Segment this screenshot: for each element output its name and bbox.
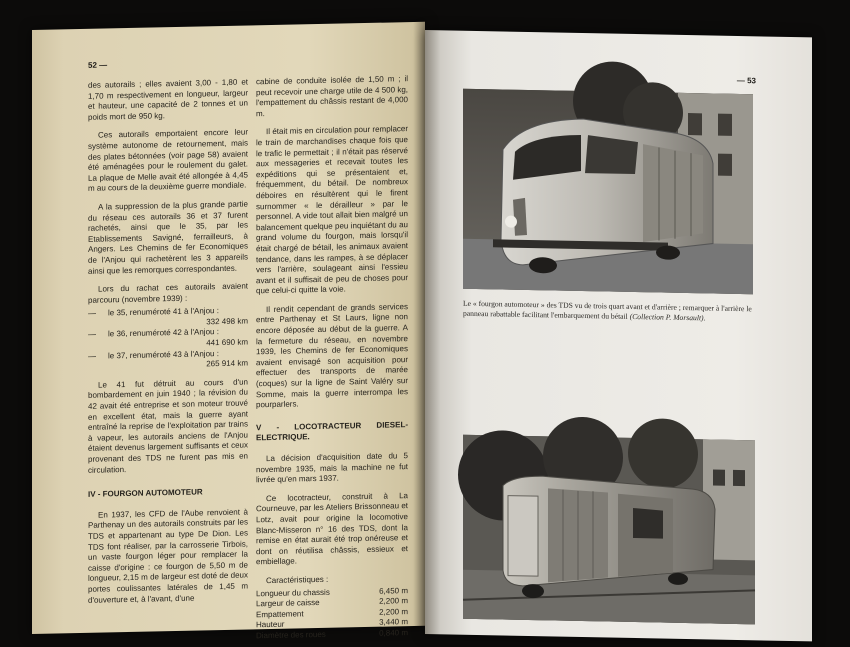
paragraph: des autorails ; elles avaient 3,00 - 1,80 et 1,70 m respectivement en longueur, largeur et hauteur, une capacité de 2 tonnes et un poids mort de 950 kg. bbox=[88, 77, 248, 122]
paragraph: Le 41 fut détruit au cours d'un bombardement en juin 1940 ; la révision du 42 avait été entreprise et son moteur trouvé en excellent état, mais la guerre ayant entraîné la reprise de l'exploitation par trains à vapeur, les autorails anciens de l'Anjou étaient devenus largement suffisants et ceux provenant des TDS ne furent pas mis en circulation. bbox=[88, 377, 248, 475]
list-item-value: 441 690 km bbox=[206, 337, 248, 348]
spec-value: 3,440 m bbox=[379, 617, 408, 628]
paragraph: Lors du rachat ces autorails avaient parcouru (novembre 1939) : bbox=[88, 281, 248, 305]
page-number-right: — 53 bbox=[736, 75, 756, 86]
list-item: — le 35, renuméroté 41 à l'Anjou : 332 498 km bbox=[88, 306, 248, 331]
mileage-list bbox=[88, 306, 248, 373]
paragraph: Ce locotracteur, construit à La Courneuve, par les Ateliers Brissonneau et Lotz, avait pour origine la locomotive Blanc-Misseron n° 16 des TDS, dont la remise en état aurait été trop onéreuse et dont on réutilisa châssis, essieux et embiellage. bbox=[256, 490, 408, 567]
paragraph: cabine de conduite isolée de 1,50 m ; il peut recevoir une charge utile de 4 500 kg, l'empattement du châssis restant de 4,000 m. bbox=[256, 74, 408, 119]
paragraph: La décision d'acquisition date du 5 novembre 1935, mais la machine ne fut livrée qu'en mars 1937. bbox=[256, 451, 408, 485]
list-item-value: 265 914 km bbox=[206, 358, 248, 369]
spec-value: 2,200 m bbox=[379, 596, 408, 606]
left-page bbox=[32, 22, 425, 641]
section-heading: IV - FOURGON AUTOMOTEUR bbox=[88, 487, 203, 500]
caption-text: Le « fourgon automoteur » des TDS vu de trois quart avant et d'arrière ; remarquer à l'arrière le panneau rabattable facilitant l'embarquement du bétail bbox=[463, 298, 752, 321]
spec-value: 6,450 m bbox=[379, 585, 408, 596]
section-heading: V - LOCOTRACTEUR DIESEL-ELECTRIQUE. bbox=[256, 419, 408, 443]
list-item: — le 36, renuméroté 42 à l'Anjou : 441 690 km bbox=[88, 327, 248, 352]
list-item: — le 37, renuméroté 43 à l'Anjou : 265 914 km bbox=[88, 348, 248, 373]
paragraph: Il était mis en circulation pour remplacer le train de marchandises chaque fois que le trafic le permettait ; il n'était pas réservé aux messageries et recevait toutes les expéditions qui se présentaient et, fréquemment, du bétail. De nombreux déboires en résultèrent qui le firent surnommer « le dérailleur » par le personnel. A vide tout allait bien malgré un balancement quelque peu inquiétant du au grand volume du fourgon, mais lorsqu'il était chargé de bétail, les animaux avaient tendance, dans les rampes, à se déplacer vers l'arrière, soulageant ainsi l'essieu avant et il suffisait de peu de choses pour que celui-ci quitte la voie. bbox=[256, 124, 408, 296]
fourgon-rear-image bbox=[463, 435, 755, 625]
left-column-1 bbox=[88, 77, 248, 613]
list-item-label: le 36, renuméroté 42 à l'Anjou : bbox=[108, 327, 219, 339]
list-item-value: 332 498 km bbox=[206, 316, 248, 327]
page-number-left: 52 — bbox=[88, 60, 108, 70]
spec-label: Diamètre des roues bbox=[256, 629, 326, 641]
paragraph: A la suppression de la plus grande partie du réseau ces autorails 36 et 37 furent rachetés, ainsi que le 35, par les Etablissements Savigné, ferrailleurs, à Angers. Les Chemins de fer Economiques de l'Anjou qui rachetèrent les 3 appareils ainsi que les remorques correspondantes. bbox=[88, 199, 248, 276]
fourgon-front-image bbox=[463, 89, 753, 295]
spec-value: 2,200 m bbox=[379, 606, 408, 617]
list-item-label: le 37, renuméroté 43 à l'Anjou : bbox=[108, 348, 219, 361]
paragraph: Ces autorails emportaient encore leur système autonome de retournement, mais des plates bétonnées (voir page 58) avaient été aménagées pour le roulement du galet. La plaque de Melle avait été allongée à 4,45 m au cours de la deuxième guerre mondiale. bbox=[88, 127, 248, 194]
caption-credit: (Collection P. Morsault). bbox=[629, 311, 706, 323]
photo-fourgon-rear bbox=[463, 435, 755, 625]
specs-table bbox=[256, 586, 408, 642]
photo-fourgon-front bbox=[463, 89, 753, 295]
spec-label: Longueur du chassis bbox=[256, 587, 330, 598]
left-column-2 bbox=[256, 74, 408, 642]
spec-label: Largeur de caisse bbox=[256, 598, 320, 609]
spec-label: Hauteur bbox=[256, 620, 285, 630]
list-item-label: le 35, renuméroté 41 à l'Anjou : bbox=[108, 306, 219, 318]
spec-label: Empattement bbox=[256, 609, 304, 620]
paragraph: Il rendit cependant de grands services entre Parthenay et St Laurs, ligne non encore déposée au début de la guerre. A la fermeture du réseau, en novembre 1939, les Chemins de fer Economiques avaient envisagé son acquisition pour effectuer des transports de marée (coques) sur la ligne de Saint Valéry sur Somme, mais la guerre interrompa les pourparlers. bbox=[256, 301, 408, 410]
table-row bbox=[256, 628, 408, 642]
spec-value: 0,840 m bbox=[379, 628, 408, 638]
paragraph: En 1937, les CFD de l'Aube renvoient à Parthenay un des autorails construits par les TDS et appartenant au type De Dion. Les TDS font réaliser, par la carrosserie Tirbois, un vaste fourgon léger pour remplacer la caisse d'origine : ce fourgon de 5,50 m de longueur, 2,15 m de largeur est doté de deux portes coulissantes latérales de 1,45 m d'ouverture et, à l'avant, d'une bbox=[88, 507, 248, 605]
photo-caption bbox=[463, 299, 753, 325]
specs-title: Caractéristiques : bbox=[266, 574, 329, 586]
right-page bbox=[425, 30, 812, 641]
